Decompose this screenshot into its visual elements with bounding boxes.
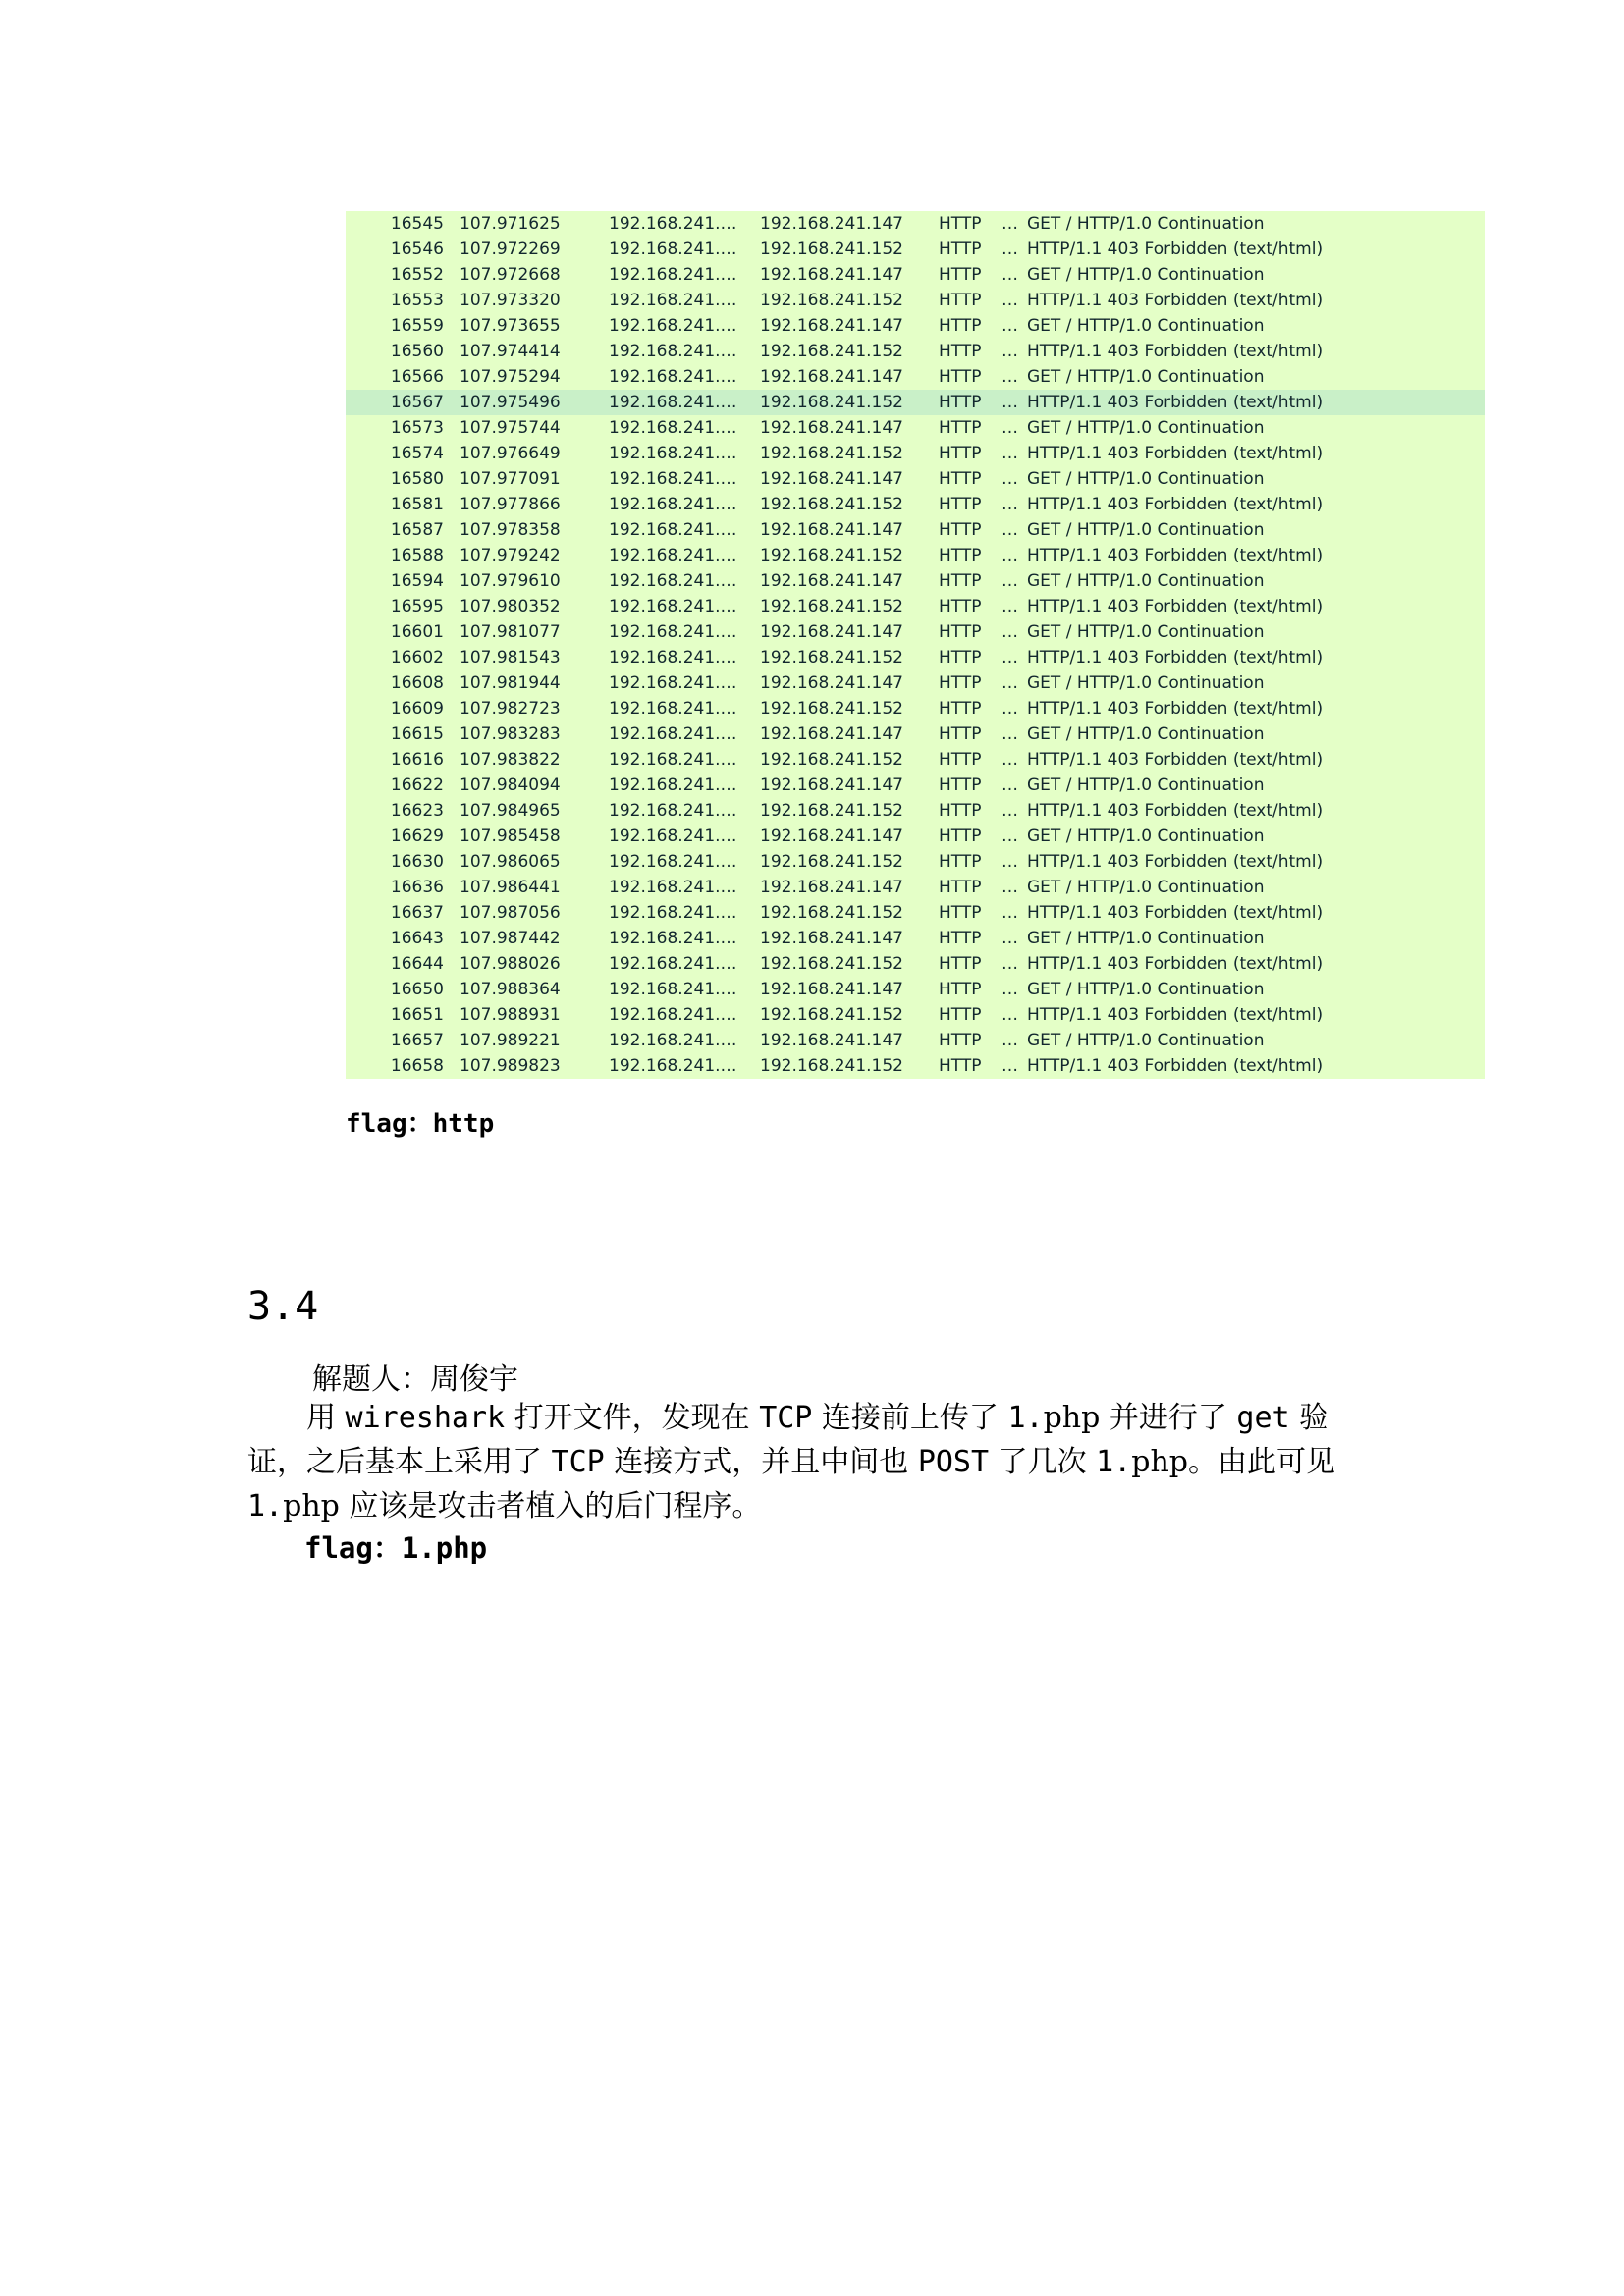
packet-length: … (1001, 265, 1018, 285)
packet-source: 192.168.241.… (609, 342, 737, 361)
packet-source: 192.168.241.… (609, 520, 737, 540)
packet-info: HTTP/1.1 403 Forbidden (text/html) (1027, 750, 1324, 770)
packet-protocol: HTTP (939, 929, 982, 948)
packet-length: … (1001, 648, 1018, 667)
packet-row[interactable] (346, 237, 1485, 262)
paragraph-text: 连接方式，并且中间也 (604, 1445, 918, 1479)
packet-destination: 192.168.241.152 (760, 954, 904, 974)
answer-flag: flag：1.php (304, 1531, 488, 1565)
packet-destination: 192.168.241.147 (760, 367, 904, 387)
packet-time: 107.984094 (460, 775, 561, 795)
packet-destination: 192.168.241.147 (760, 929, 904, 948)
packet-protocol: HTTP (939, 673, 982, 693)
packet-protocol: HTTP (939, 980, 982, 999)
packet-info: GET / HTTP/1.0 Continuation (1027, 418, 1265, 438)
packet-info: GET / HTTP/1.0 Continuation (1027, 622, 1265, 642)
packet-row[interactable] (346, 1053, 1485, 1079)
packet-destination: 192.168.241.152 (760, 648, 904, 667)
packet-destination: 192.168.241.147 (760, 622, 904, 642)
packet-protocol: HTTP (939, 265, 982, 285)
packet-source: 192.168.241.… (609, 648, 737, 667)
packet-source: 192.168.241.… (609, 597, 737, 616)
packet-number: 16573 (390, 418, 444, 438)
packet-time: 107.975294 (460, 367, 561, 387)
packet-info: HTTP/1.1 403 Forbidden (text/html) (1027, 393, 1324, 412)
packet-protocol: HTTP (939, 699, 982, 719)
packet-length: … (1001, 291, 1018, 310)
packet-info: HTTP/1.1 403 Forbidden (text/html) (1027, 699, 1324, 719)
packet-protocol: HTTP (939, 648, 982, 667)
packet-protocol: HTTP (939, 342, 982, 361)
packet-number: 16595 (390, 597, 444, 616)
packet-source: 192.168.241.… (609, 291, 737, 310)
packet-destination: 192.168.241.152 (760, 852, 904, 872)
section-heading: 3.4 (247, 1284, 319, 1329)
screenshot-caption-flag: flag：http (346, 1109, 495, 1139)
packet-time: 107.988364 (460, 980, 561, 999)
packet-destination: 192.168.241.152 (760, 750, 904, 770)
packet-source: 192.168.241.… (609, 878, 737, 897)
packet-row[interactable] (346, 262, 1485, 288)
packet-info: GET / HTTP/1.0 Continuation (1027, 929, 1265, 948)
packet-time: 107.981944 (460, 673, 561, 693)
packet-length: … (1001, 393, 1018, 412)
packet-protocol: HTTP (939, 495, 982, 514)
packet-destination: 192.168.241.147 (760, 469, 904, 489)
packet-source: 192.168.241.… (609, 444, 737, 463)
packet-row[interactable] (346, 466, 1485, 492)
packet-source: 192.168.241.… (609, 393, 737, 412)
packet-row[interactable] (346, 594, 1485, 619)
packet-time: 107.986065 (460, 852, 561, 872)
packet-length: … (1001, 954, 1018, 974)
packet-row[interactable] (346, 492, 1485, 517)
packet-info: HTTP/1.1 403 Forbidden (text/html) (1027, 954, 1324, 974)
packet-destination: 192.168.241.147 (760, 827, 904, 846)
packet-number: 16609 (390, 699, 444, 719)
packet-number: 16622 (390, 775, 444, 795)
packet-time: 107.986441 (460, 878, 561, 897)
packet-length: … (1001, 240, 1018, 259)
paragraph-text: 验证，之后基本上采用了 (247, 1401, 1329, 1479)
packet-source: 192.168.241.… (609, 673, 737, 693)
packet-length: … (1001, 622, 1018, 642)
packet-info: GET / HTTP/1.0 Continuation (1027, 673, 1265, 693)
packet-destination: 192.168.241.152 (760, 1005, 904, 1025)
packet-source: 192.168.241.… (609, 852, 737, 872)
packet-destination: 192.168.241.152 (760, 1056, 904, 1076)
packet-protocol: HTTP (939, 418, 982, 438)
packet-row[interactable] (346, 211, 1485, 237)
packet-source: 192.168.241.… (609, 367, 737, 387)
packet-source: 192.168.241.… (609, 775, 737, 795)
packet-destination: 192.168.241.147 (760, 878, 904, 897)
packet-length: … (1001, 929, 1018, 948)
packet-info: HTTP/1.1 403 Forbidden (text/html) (1027, 444, 1324, 463)
packet-row[interactable] (346, 696, 1485, 721)
packet-row[interactable] (346, 951, 1485, 977)
paragraph-code-term: TCP (759, 1401, 813, 1435)
packet-number: 16629 (390, 827, 444, 846)
analysis-paragraph (247, 1396, 1386, 1528)
packet-source: 192.168.241.… (609, 316, 737, 336)
paragraph-text: php 并进行了 (1043, 1401, 1237, 1435)
packet-source: 192.168.241.… (609, 750, 737, 770)
packet-row[interactable] (346, 1002, 1485, 1028)
packet-number: 16567 (390, 393, 444, 412)
packet-destination: 192.168.241.147 (760, 265, 904, 285)
packet-info: GET / HTTP/1.0 Continuation (1027, 724, 1265, 744)
packet-row[interactable] (346, 619, 1485, 645)
packet-info: HTTP/1.1 403 Forbidden (text/html) (1027, 546, 1324, 565)
packet-time: 107.978358 (460, 520, 561, 540)
packet-info: GET / HTTP/1.0 Continuation (1027, 469, 1265, 489)
packet-time: 107.974414 (460, 342, 561, 361)
packet-number: 16616 (390, 750, 444, 770)
packet-info: GET / HTTP/1.0 Continuation (1027, 980, 1265, 999)
packet-number: 16560 (390, 342, 444, 361)
packet-info: HTTP/1.1 403 Forbidden (text/html) (1027, 648, 1324, 667)
packet-row[interactable] (346, 926, 1485, 951)
packet-info: HTTP/1.1 403 Forbidden (text/html) (1027, 597, 1324, 616)
packet-length: … (1001, 673, 1018, 693)
packet-info: GET / HTTP/1.0 Continuation (1027, 520, 1265, 540)
packet-row[interactable] (346, 977, 1485, 1002)
packet-number: 16546 (390, 240, 444, 259)
packet-protocol: HTTP (939, 546, 982, 565)
packet-info: HTTP/1.1 403 Forbidden (text/html) (1027, 291, 1324, 310)
packet-info: HTTP/1.1 403 Forbidden (text/html) (1027, 1056, 1324, 1076)
packet-length: … (1001, 214, 1018, 234)
packet-destination: 192.168.241.152 (760, 291, 904, 310)
packet-length: … (1001, 495, 1018, 514)
packet-number: 16566 (390, 367, 444, 387)
packet-source: 192.168.241.… (609, 622, 737, 642)
packet-length: … (1001, 316, 1018, 336)
packet-destination: 192.168.241.152 (760, 801, 904, 821)
packet-number: 16559 (390, 316, 444, 336)
packet-number: 16658 (390, 1056, 444, 1076)
paragraph-text: php。由此可见 (1131, 1445, 1335, 1479)
packet-list (346, 211, 1485, 1079)
packet-destination: 192.168.241.152 (760, 546, 904, 565)
packet-info: HTTP/1.1 403 Forbidden (text/html) (1027, 240, 1324, 259)
packet-row[interactable] (346, 415, 1485, 441)
paragraph-code-term: TCP (551, 1445, 605, 1479)
packet-time: 107.981077 (460, 622, 561, 642)
packet-destination: 192.168.241.152 (760, 597, 904, 616)
packet-info: GET / HTTP/1.0 Continuation (1027, 316, 1265, 336)
packet-time: 107.987442 (460, 929, 561, 948)
packet-time: 107.981543 (460, 648, 561, 667)
packet-length: … (1001, 699, 1018, 719)
packet-row[interactable] (346, 875, 1485, 900)
packet-number: 16657 (390, 1031, 444, 1050)
paragraph-text: php 应该是攻击者植入的后门程序。 (283, 1489, 762, 1523)
packet-info: GET / HTTP/1.0 Continuation (1027, 571, 1265, 591)
packet-source: 192.168.241.… (609, 1005, 737, 1025)
packet-row[interactable] (346, 900, 1485, 926)
packet-time: 107.972668 (460, 265, 561, 285)
packet-number: 16545 (390, 214, 444, 234)
packet-length: … (1001, 903, 1018, 923)
packet-protocol: HTTP (939, 393, 982, 412)
paragraph-code-term: 1. (1007, 1401, 1044, 1435)
packet-protocol: HTTP (939, 1031, 982, 1050)
packet-time: 107.983283 (460, 724, 561, 744)
packet-row[interactable] (346, 568, 1485, 594)
packet-number: 16552 (390, 265, 444, 285)
packet-time: 107.980352 (460, 597, 561, 616)
packet-time: 107.973655 (460, 316, 561, 336)
packet-destination: 192.168.241.152 (760, 495, 904, 514)
packet-number: 16601 (390, 622, 444, 642)
packet-length: … (1001, 852, 1018, 872)
packet-protocol: HTTP (939, 291, 982, 310)
packet-number: 16581 (390, 495, 444, 514)
packet-protocol: HTTP (939, 724, 982, 744)
packet-info: HTTP/1.1 403 Forbidden (text/html) (1027, 495, 1324, 514)
packet-length: … (1001, 597, 1018, 616)
packet-number: 16623 (390, 801, 444, 821)
packet-number: 16553 (390, 291, 444, 310)
packet-row[interactable] (346, 288, 1485, 313)
packet-source: 192.168.241.… (609, 724, 737, 744)
packet-number: 16651 (390, 1005, 444, 1025)
packet-row[interactable] (346, 364, 1485, 390)
packet-number: 16615 (390, 724, 444, 744)
packet-destination: 192.168.241.147 (760, 418, 904, 438)
packet-row[interactable] (346, 747, 1485, 773)
packet-length: … (1001, 827, 1018, 846)
packet-destination: 192.168.241.147 (760, 316, 904, 336)
packet-info: HTTP/1.1 403 Forbidden (text/html) (1027, 852, 1324, 872)
packet-destination: 192.168.241.147 (760, 775, 904, 795)
packet-number: 16574 (390, 444, 444, 463)
packet-source: 192.168.241.… (609, 469, 737, 489)
packet-time: 107.988026 (460, 954, 561, 974)
packet-protocol: HTTP (939, 750, 982, 770)
packet-time: 107.984965 (460, 801, 561, 821)
packet-length: … (1001, 546, 1018, 565)
packet-time: 107.977091 (460, 469, 561, 489)
packet-time: 107.979610 (460, 571, 561, 591)
packet-info: GET / HTTP/1.0 Continuation (1027, 878, 1265, 897)
packet-length: … (1001, 1056, 1018, 1076)
packet-info: GET / HTTP/1.0 Continuation (1027, 265, 1265, 285)
packet-time: 107.971625 (460, 214, 561, 234)
packet-row[interactable] (346, 824, 1485, 849)
paragraph-text: 打开文件，发现在 (505, 1401, 760, 1435)
packet-source: 192.168.241.… (609, 495, 737, 514)
packet-protocol: HTTP (939, 367, 982, 387)
packet-row[interactable] (346, 670, 1485, 696)
packet-info: HTTP/1.1 403 Forbidden (text/html) (1027, 903, 1324, 923)
packet-number: 16594 (390, 571, 444, 591)
packet-source: 192.168.241.… (609, 827, 737, 846)
packet-row[interactable] (346, 543, 1485, 568)
packet-source: 192.168.241.… (609, 265, 737, 285)
packet-row[interactable] (346, 517, 1485, 543)
paragraph-code-term: get (1236, 1401, 1290, 1435)
packet-time: 107.989823 (460, 1056, 561, 1076)
packet-number: 16580 (390, 469, 444, 489)
packet-protocol: HTTP (939, 1056, 982, 1076)
packet-length: … (1001, 801, 1018, 821)
packet-number: 16644 (390, 954, 444, 974)
packet-protocol: HTTP (939, 878, 982, 897)
packet-info: HTTP/1.1 403 Forbidden (text/html) (1027, 801, 1324, 821)
packet-source: 192.168.241.… (609, 240, 737, 259)
packet-number: 16630 (390, 852, 444, 872)
packet-info: GET / HTTP/1.0 Continuation (1027, 1031, 1265, 1050)
packet-row[interactable] (346, 313, 1485, 339)
packet-length: … (1001, 571, 1018, 591)
packet-time: 107.985458 (460, 827, 561, 846)
packet-length: … (1001, 469, 1018, 489)
packet-number: 16643 (390, 929, 444, 948)
packet-length: … (1001, 520, 1018, 540)
packet-time: 107.975744 (460, 418, 561, 438)
packet-source: 192.168.241.… (609, 980, 737, 999)
packet-source: 192.168.241.… (609, 214, 737, 234)
packet-length: … (1001, 444, 1018, 463)
packet-row[interactable] (346, 798, 1485, 824)
packet-number: 16587 (390, 520, 444, 540)
packet-row-selected[interactable] (346, 390, 1485, 415)
packet-length: … (1001, 1005, 1018, 1025)
packet-source: 192.168.241.… (609, 903, 737, 923)
packet-number: 16650 (390, 980, 444, 999)
paragraph-text: 连接前上传了 (812, 1401, 1008, 1435)
packet-protocol: HTTP (939, 316, 982, 336)
packet-destination: 192.168.241.152 (760, 342, 904, 361)
packet-time: 107.982723 (460, 699, 561, 719)
packet-protocol: HTTP (939, 903, 982, 923)
packet-info: HTTP/1.1 403 Forbidden (text/html) (1027, 342, 1324, 361)
packet-length: … (1001, 1031, 1018, 1050)
packet-number: 16637 (390, 903, 444, 923)
packet-source: 192.168.241.… (609, 571, 737, 591)
paragraph-code-term: wireshark (345, 1401, 506, 1435)
packet-destination: 192.168.241.147 (760, 214, 904, 234)
packet-destination: 192.168.241.147 (760, 980, 904, 999)
packet-destination: 192.168.241.152 (760, 240, 904, 259)
packet-protocol: HTTP (939, 571, 982, 591)
packet-protocol: HTTP (939, 469, 982, 489)
paragraph-code-term: POST (917, 1445, 990, 1479)
packet-protocol: HTTP (939, 852, 982, 872)
packet-info: GET / HTTP/1.0 Continuation (1027, 214, 1265, 234)
packet-destination: 192.168.241.152 (760, 903, 904, 923)
packet-info: GET / HTTP/1.0 Continuation (1027, 367, 1265, 387)
solver-line: 解题人：周俊宇 (312, 1362, 518, 1397)
packet-protocol: HTTP (939, 801, 982, 821)
packet-row[interactable] (346, 339, 1485, 364)
packet-row[interactable] (346, 849, 1485, 875)
packet-time: 107.988931 (460, 1005, 561, 1025)
packet-length: … (1001, 367, 1018, 387)
packet-row[interactable] (346, 1028, 1485, 1053)
packet-row[interactable] (346, 441, 1485, 466)
packet-destination: 192.168.241.147 (760, 673, 904, 693)
packet-destination: 192.168.241.147 (760, 520, 904, 540)
packet-protocol: HTTP (939, 444, 982, 463)
packet-length: … (1001, 418, 1018, 438)
packet-protocol: HTTP (939, 622, 982, 642)
packet-length: … (1001, 750, 1018, 770)
packet-destination: 192.168.241.152 (760, 699, 904, 719)
paragraph-text: 了几次 (989, 1445, 1097, 1479)
packet-time: 107.975496 (460, 393, 561, 412)
packet-time: 107.972269 (460, 240, 561, 259)
packet-time: 107.977866 (460, 495, 561, 514)
packet-source: 192.168.241.… (609, 929, 737, 948)
packet-length: … (1001, 724, 1018, 744)
packet-info: GET / HTTP/1.0 Continuation (1027, 775, 1265, 795)
packet-destination: 192.168.241.152 (760, 393, 904, 412)
packet-time: 107.973320 (460, 291, 561, 310)
paragraph-code-term: 1. (1096, 1445, 1132, 1479)
packet-source: 192.168.241.… (609, 546, 737, 565)
packet-time: 107.983822 (460, 750, 561, 770)
packet-number: 16636 (390, 878, 444, 897)
packet-protocol: HTTP (939, 214, 982, 234)
packet-number: 16602 (390, 648, 444, 667)
packet-source: 192.168.241.… (609, 1056, 737, 1076)
packet-length: … (1001, 980, 1018, 999)
packet-row[interactable] (346, 645, 1485, 670)
packet-info: HTTP/1.1 403 Forbidden (text/html) (1027, 1005, 1324, 1025)
packet-source: 192.168.241.… (609, 418, 737, 438)
packet-number: 16588 (390, 546, 444, 565)
packet-time: 107.976649 (460, 444, 561, 463)
packet-source: 192.168.241.… (609, 954, 737, 974)
packet-time: 107.989221 (460, 1031, 561, 1050)
packet-source: 192.168.241.… (609, 699, 737, 719)
paragraph-text: 用 (306, 1401, 346, 1435)
packet-protocol: HTTP (939, 775, 982, 795)
packet-protocol: HTTP (939, 827, 982, 846)
packet-protocol: HTTP (939, 597, 982, 616)
packet-protocol: HTTP (939, 1005, 982, 1025)
packet-protocol: HTTP (939, 520, 982, 540)
packet-protocol: HTTP (939, 954, 982, 974)
paragraph-code-term: 1. (247, 1489, 284, 1523)
packet-protocol: HTTP (939, 240, 982, 259)
packet-length: … (1001, 775, 1018, 795)
packet-info: GET / HTTP/1.0 Continuation (1027, 827, 1265, 846)
packet-destination: 192.168.241.147 (760, 1031, 904, 1050)
packet-time: 107.979242 (460, 546, 561, 565)
packet-row[interactable] (346, 721, 1485, 747)
packet-source: 192.168.241.… (609, 801, 737, 821)
packet-row[interactable] (346, 773, 1485, 798)
packet-length: … (1001, 878, 1018, 897)
packet-destination: 192.168.241.152 (760, 444, 904, 463)
packet-destination: 192.168.241.147 (760, 724, 904, 744)
packet-number: 16608 (390, 673, 444, 693)
packet-time: 107.987056 (460, 903, 561, 923)
packet-length: … (1001, 342, 1018, 361)
packet-destination: 192.168.241.147 (760, 571, 904, 591)
packet-source: 192.168.241.… (609, 1031, 737, 1050)
